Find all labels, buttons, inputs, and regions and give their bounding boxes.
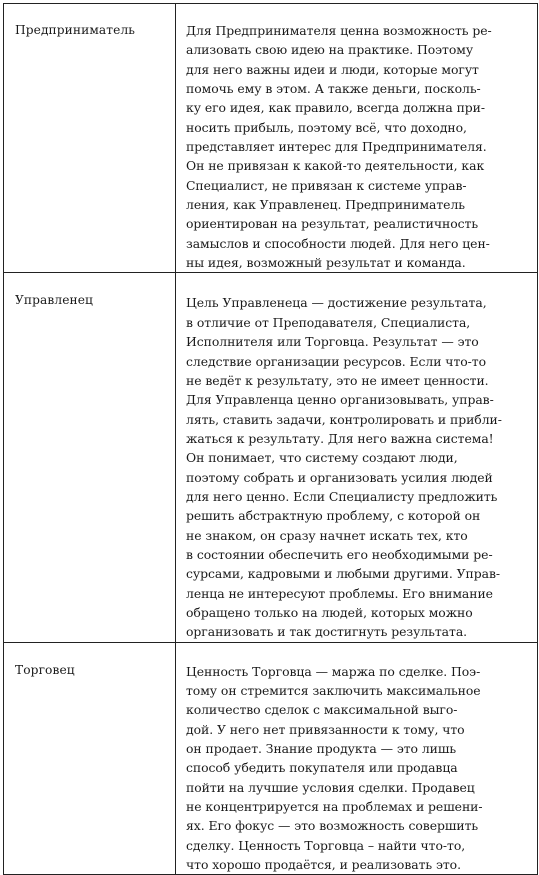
role-description-cell [176, 4, 538, 273]
role-description-cell [176, 642, 538, 875]
table-row [4, 273, 538, 642]
table-row [4, 642, 538, 875]
role-name-cell [4, 642, 176, 875]
role-name: Управленец [15, 293, 93, 308]
role-description: Цель Управленеца — достижение результата, в отличие от Преподавателя, Специалиста, Исполнителя или Торговца. Результат — это следствие организации ресурсов. Если что-то не ведёт к результату, это не имеет ценности. Для Управленца ценно организовывать, управ- лять, ставить задачи, контролировать и прибли- жаться к результату. Для него важна система! Он понимает, что систему создают люди, поэтому собрать и организовать усилия людей для него ценно. Если Специалисту предложить решить абстрактную проблему, с которой он не знаком, он сразу начнет искать тех, кто в состоянии обеспечить его необходимыми ре- сурсами, кадровыми и любыми другими. Управ- ленца не интересуют проблемы. Его внимание обращено только на людей, которых можно организовать и так достигнуть результата. [186, 295, 502, 640]
role-name: Предприниматель [15, 23, 136, 37]
role-description: Для Предпринимателя ценна возможность ре- ализовать свою идею на практике. Поэтому для него важны идеи и люди, которые могут помочь ему в этом. А также деньги, посколь- ку его идея, как правило, всегда должна при- носить прибыль, поэтому всё, что доходно, представляет интерес для Предпринимателя. Он не привязан к какой-то деятельности, как Специалист, не привязан к системе управ- ления, как Управленец. Предприниматель ориентирован на результат, реалистичность замыслов и способности людей. Для него цен- ны идея, возможный результат и команда. [186, 23, 492, 271]
role-name-cell [4, 4, 176, 273]
table-row [4, 4, 538, 273]
role-name: Торговец [15, 662, 75, 677]
roles-table [3, 3, 538, 875]
role-name-cell [4, 273, 176, 642]
role-description-cell [176, 273, 538, 642]
role-description: Ценность Торговца — маржа по сделке. Поэ- тому он стремится заключить максимальное количество сделок с максимальной выго- дой. У него нет привязанности к тому, что он продает. Знание продукта — это лишь способ убедить покупателя или продавца пойти на лучшие условия сделки. Продавец не концентрируется на проблемах и решени- ях. Его фокус — это возможность совершить сделку. Ценность Торговца – найти что-то, что хорошо продаётся, и реализовать это. [186, 663, 483, 873]
document-page [3, 3, 535, 873]
